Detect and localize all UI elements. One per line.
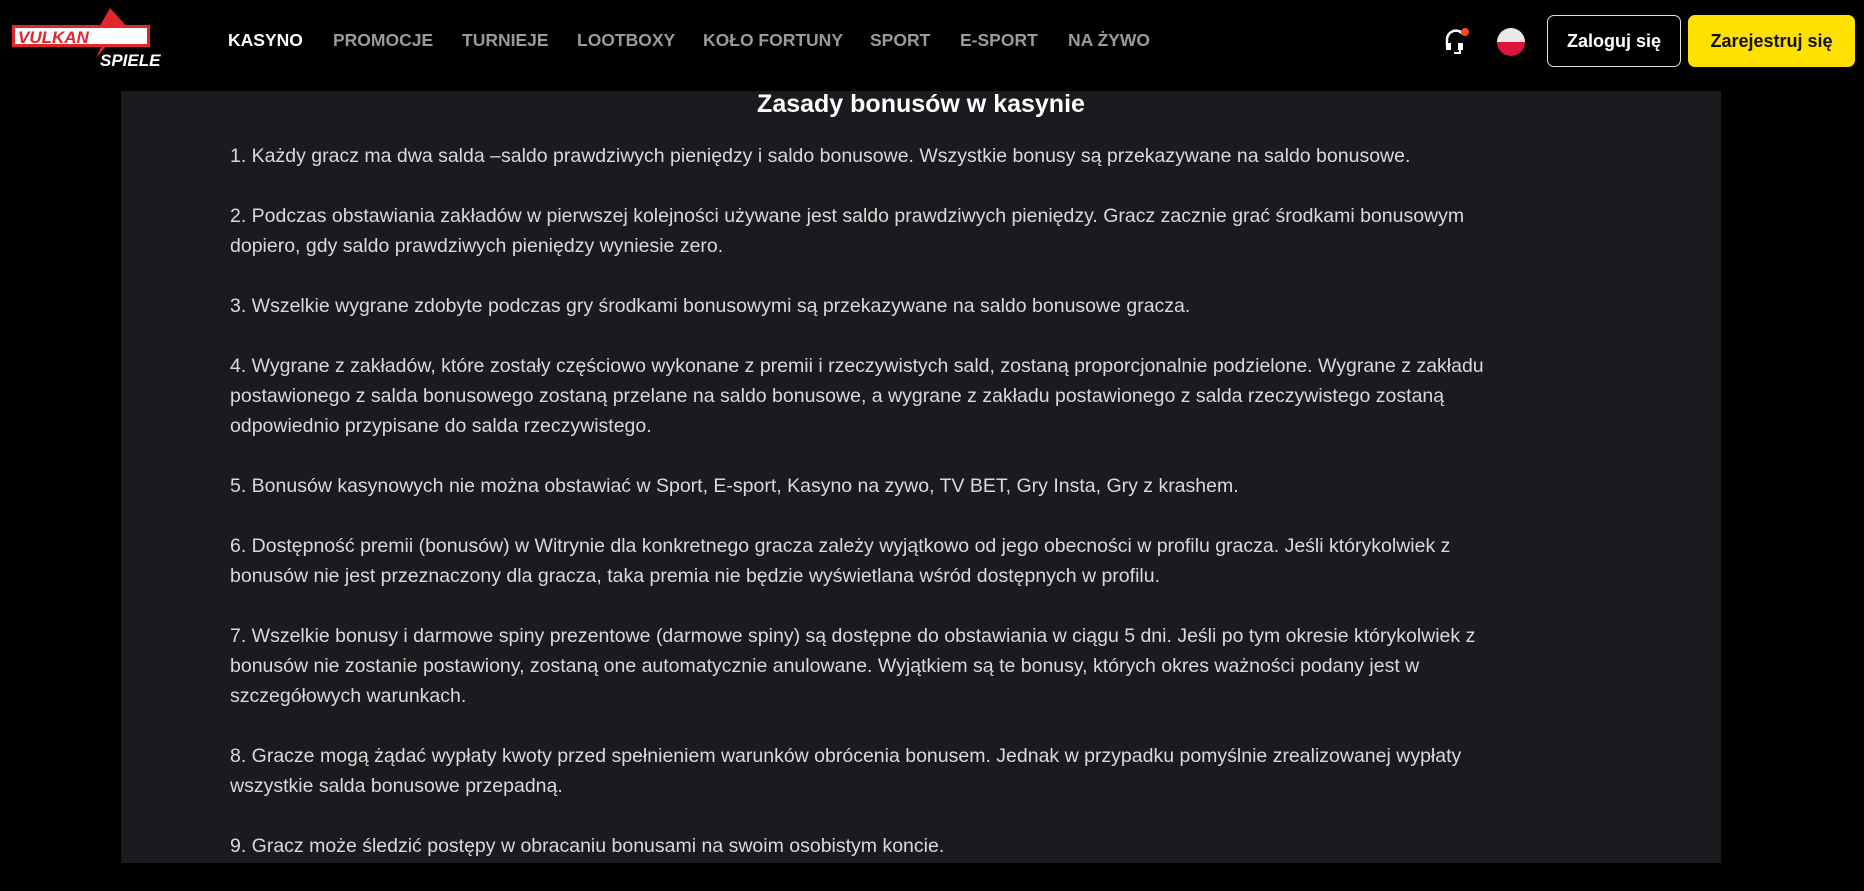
rule-line: odpowiednio przypisane do salda rzeczywistego. bbox=[230, 415, 652, 437]
rule-line: wszystkie salda bonusowe przepadną. bbox=[230, 775, 563, 797]
rule-line: 1. Każdy gracz ma dwa salda –saldo prawdziwych pieniędzy i saldo bonusowe. Wszystkie bonusy są przekazywane na saldo bonusowe. bbox=[230, 145, 1411, 167]
svg-text:VULKAN: VULKAN bbox=[18, 28, 89, 47]
rules-list bbox=[230, 141, 1484, 891]
rule-line: 5. Bonusów kasynowych nie można obstawiać w Sport, E-sport, Kasyno na zywo, TV BET, Gry Insta, Gry z krashem. bbox=[230, 475, 1239, 497]
rule-item bbox=[230, 531, 1484, 591]
login-button[interactable]: Zaloguj się bbox=[1547, 15, 1681, 67]
page-title: Zasady bonusów w kasynie bbox=[757, 90, 1085, 118]
rule-line: bonusów nie jest przeznaczony dla gracza, taka premia nie będzie wyświetlana wśród dostępnych w profilu. bbox=[230, 565, 1160, 587]
rule-item bbox=[230, 471, 1484, 501]
nav-na-zywo[interactable]: NA ŻYWO bbox=[1068, 30, 1150, 50]
rule-line: postawionego z salda bonusowego zostaną przelane na saldo bonusowe, a wygrane z zakładu postawionego z salda rzeczywistego zostaną bbox=[230, 385, 1445, 407]
rule-line: 3. Wszelkie wygrane zdobyte podczas gry środkami bonusowymi są przekazywane na saldo bonusowe gracza. bbox=[230, 295, 1191, 317]
headset-icon[interactable] bbox=[1443, 26, 1471, 56]
nav-sport[interactable]: SPORT bbox=[870, 30, 931, 50]
nav-kolo-fortuny[interactable]: KOŁO FORTUNY bbox=[703, 30, 843, 50]
rule-item bbox=[230, 831, 1484, 861]
rule-line: 7. Wszelkie bonusy i darmowe spiny prezentowe (darmowe spiny) są dostępne do obstawiania w ciągu 5 dni. Jeśli po tym okresie którykolwiek z bbox=[230, 625, 1476, 647]
rule-line: dopiero, gdy saldo prawdziwych pieniędzy wyniesie zero. bbox=[230, 235, 724, 257]
rule-item bbox=[230, 351, 1484, 441]
svg-text:SPIELE: SPIELE bbox=[100, 51, 161, 68]
register-button[interactable]: Zarejestruj się bbox=[1688, 15, 1855, 67]
top-header bbox=[0, 0, 1864, 91]
rule-line: 2. Podczas obstawiania zakładów w pierwszej kolejności używane jest saldo prawdziwych pieniędzy. Gracz zacznie grać środkami bonusowym bbox=[230, 205, 1465, 227]
rule-line: bonusów nie zostanie postawiony, zostaną one automatycznie anulowane. Wyjątkiem są te bonusy, których okres ważności podany jest w bbox=[230, 655, 1420, 677]
rule-item bbox=[230, 201, 1484, 261]
nav-lootboxy[interactable]: LOOTBOXY bbox=[577, 30, 676, 50]
rule-line: 6. Dostępność premii (bonusów) w Witrynie dla konkretnego gracza zależy wyjątkowo od jego obecności w profilu gracza. Jeśli którykolwiek z bbox=[230, 535, 1451, 557]
nav-e-sport[interactable]: E-SPORT bbox=[960, 30, 1038, 50]
rule-item bbox=[230, 141, 1484, 171]
rule-line: 4. Wygrane z zakładów, które zostały częściowo wykonane z premii i rzeczywistych sald, zostaną proporcjonalnie podzielone. Wygrane z zakładu bbox=[230, 355, 1484, 377]
rule-item bbox=[230, 621, 1484, 711]
nav-turnieje[interactable]: TURNIEJE bbox=[462, 30, 549, 50]
rule-line: szczegółowych warunkach. bbox=[230, 685, 467, 707]
nav-promocje[interactable]: PROMOCJE bbox=[333, 30, 434, 50]
nav-kasyno[interactable]: KASYNO bbox=[228, 30, 303, 50]
rule-line: 9. Gracz może śledzić postępy w obracaniu bonusami na swoim osobistym koncie. bbox=[230, 835, 945, 857]
poland-flag-icon[interactable] bbox=[1497, 28, 1525, 56]
bonus-rules-panel bbox=[121, 91, 1721, 863]
rule-item bbox=[230, 291, 1484, 321]
rule-item bbox=[230, 741, 1484, 801]
vulkan-spiele-logo[interactable] bbox=[10, 6, 175, 68]
rule-line: 8. Gracze mogą żądać wypłaty kwoty przed spełnieniem warunków obrócenia bonusem. Jednak w przypadku pomyślnie zrealizowanej wypłaty bbox=[230, 745, 1462, 767]
